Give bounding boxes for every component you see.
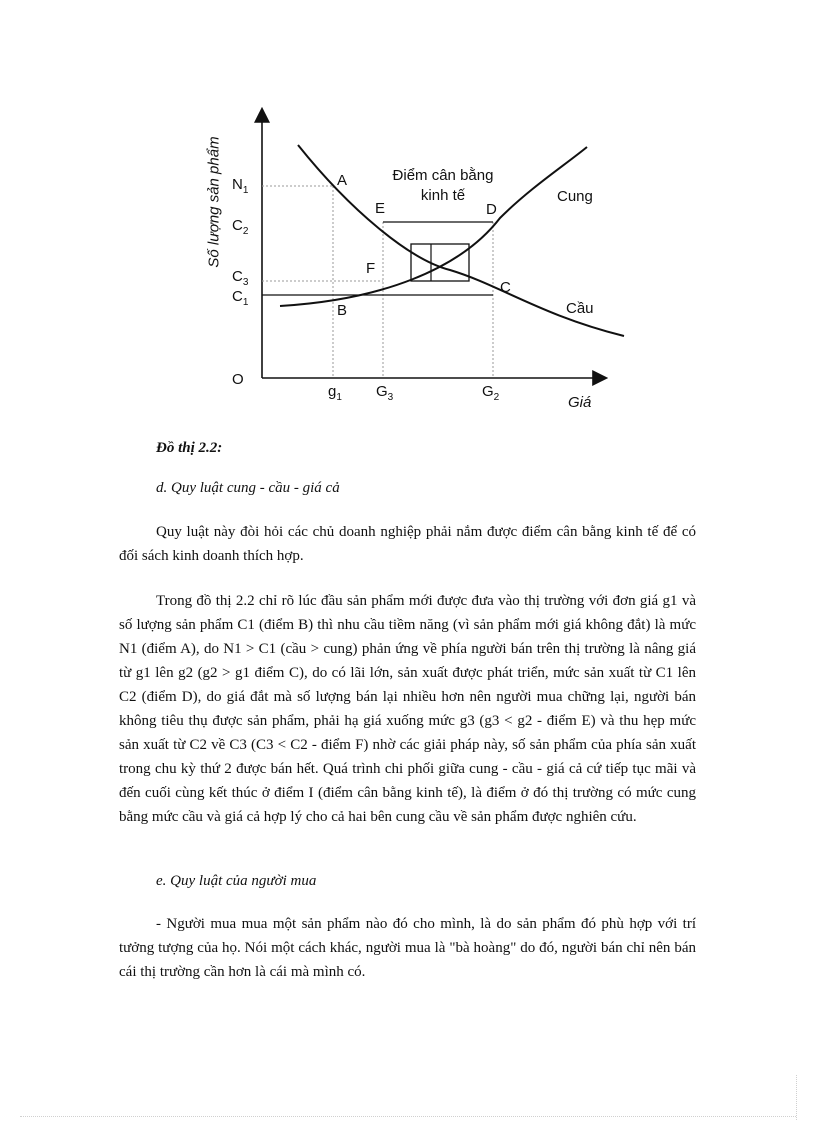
figure-caption: Đồ thị 2.2: (156, 440, 223, 456)
page-border-bottom (20, 1116, 796, 1117)
equilibrium-label-line2: kinh tế (420, 187, 466, 204)
page-border-right (796, 1075, 797, 1120)
paragraph-3: - Người mua mua một sản phẩm nào đó cho mình, là do sản phẩm đó phù hợp với trí tưởng tượng của họ. Nói một cách khác, người mua là "bà hoàng" do đó, người bán chỉ nên bán cái thị trường cần hơn là cái mà mình có. (119, 916, 696, 980)
figure-drawing (180, 100, 630, 430)
point-e: E (375, 200, 386, 217)
tick-g1: $g_1$ (328, 383, 342, 403)
supply-demand-figure (180, 100, 630, 430)
paragraph-2: Trong đồ thị 2.2 chỉ rõ lúc đầu sản phẩm mới được đưa vào thị trường với đơn giá g1 và số lượng sản phẩm C1 (điểm B) thì nhu cầu tiềm năng (vì sản phẩm mới giá không đắt) là mức N1 (điểm A), do N1 > C1 (cầu > cung) phản ứng về phía người bán trên thị trường là nâng giá từ g1 lên g2 (g2 > g1 điểm C), do có lãi lớn, sản xuất được phát triển, mức sản xuất từ C1 lên C2 (điểm D), do giá đắt mà số lượng bán lại nhiều hơn nên người mua chững lại, người bán không tiêu thụ được sản phẩm, phải hạ giá xuống mức g3 (g3 < g2 - điểm E) và thu hẹp mức sản xuất từ C2 về C3 (C3 < C2 - điểm F) nhờ các giải pháp này, số sản phẩm của phía sản xuất trong chu kỳ thứ 2 được bán hết. Quá trình chi phối giữa cung - cầu - giá cả cứ tiếp tục mãi và đến cuối cùng kết thúc ở điểm I (điểm cân bằng kinh tế), là điểm ở đó thị trường có mức cung bằng mức cầu và giá cả hợp lý cho cả hai bên cung cầu về sản phẩm được nghiên cứu. (119, 593, 696, 825)
y-axis-label: Số lượng sản phẩm (205, 136, 223, 268)
tick-c3: $C_3$ (232, 268, 249, 288)
tick-n1: $N_1$ (232, 176, 249, 196)
point-f: F (366, 260, 376, 277)
x-axis-label: Giá (568, 394, 592, 411)
point-b: B (337, 302, 348, 319)
point-a: A (337, 172, 348, 189)
demand-label: Cầu (566, 300, 594, 317)
equilibrium-label-line1: Điểm cân bằng (392, 167, 494, 184)
origin-label: O (232, 371, 244, 388)
point-c: C (500, 279, 511, 296)
tick-g3: $G_3$ (376, 383, 394, 403)
tick-c1: $C_1$ (232, 288, 249, 308)
section-d-heading: d. Quy luật cung - cầu - giá cả (156, 480, 340, 496)
tick-c2: $C_2$ (232, 217, 249, 237)
y-axis-label-box (200, 122, 228, 282)
paragraph-1: Quy luật này đòi hỏi các chủ doanh nghiệp phải nắm được điểm cân bằng kinh tế để có đối sách kinh doanh thích hợp. (119, 524, 696, 564)
tick-g2: $G_2$ (482, 383, 500, 403)
section-e-heading: e. Quy luật của người mua (156, 873, 317, 889)
supply-label: Cung (557, 188, 593, 205)
point-d: D (486, 201, 497, 218)
